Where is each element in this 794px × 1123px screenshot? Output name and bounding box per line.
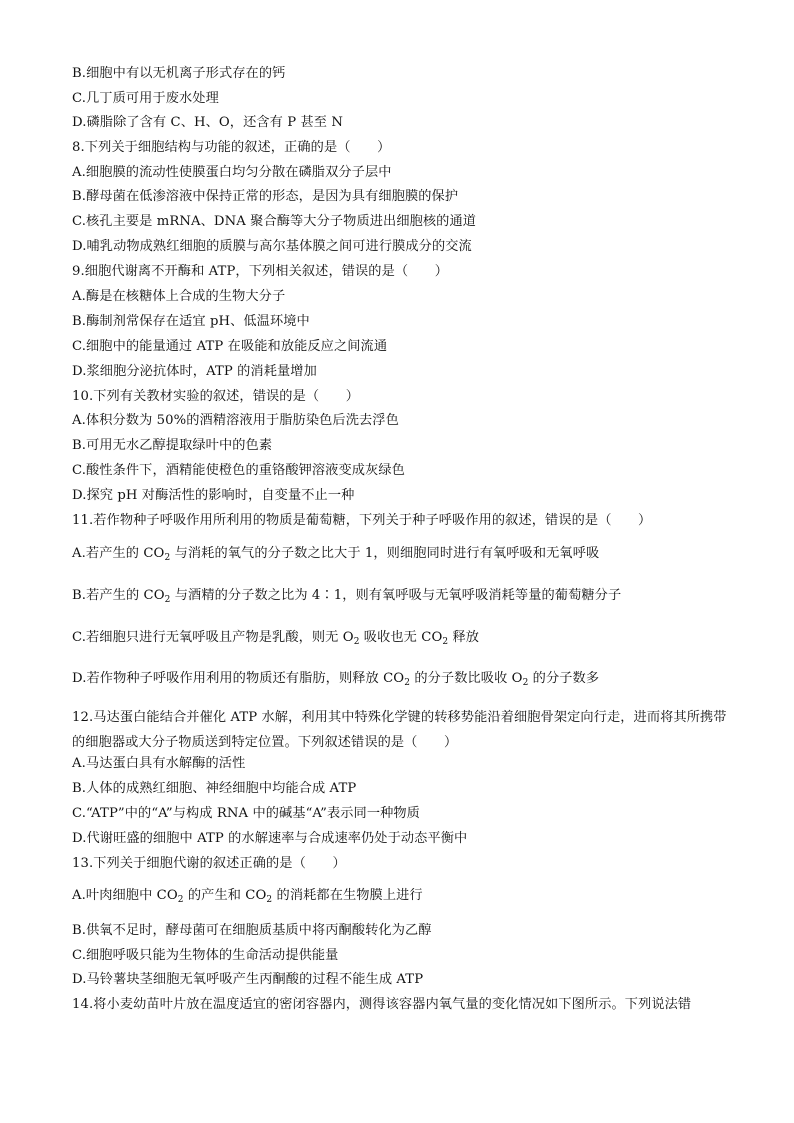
question-13: 13.下列关于细胞代谢的叙述正确的是（ ） [72,856,346,871]
text-line: C.若细胞只进行无氧呼吸且产物是乳酸，则无 $O_2$ 吸收也无 $CO_2$ 释放 [72,630,480,647]
text-line: B.人体的成熟红细胞、神经细胞中均能合成 ATP [72,781,357,796]
text-line: D.代谢旺盛的细胞中 ATP 的水解速率与合成速率仍处于动态平衡中 [72,831,468,846]
question-9: 9.细胞代谢离不开酶和 ATP，下列相关叙述，错误的是（ ） [72,264,449,279]
text-line: C.核孔主要是 mRNA、DNA 聚合酶等大分子物质进出细胞核的通道 [72,214,477,229]
text-line: D.马铃薯块茎细胞无氧呼吸产生丙酮酸的过程不能生成 ATP [72,972,424,987]
text-line: C.细胞呼吸只能为生物体的生命活动提供能量 [72,948,339,963]
text-line: D.若作物种子呼吸作用利用的物质还有脂肪，则释放 $CO_2$ 的分子数比吸收 $O_2$ 的分子数多 [72,671,600,688]
text-line: C.细胞中的能量通过 ATP 在吸能和放能反应之间流通 [72,339,388,354]
question-11: 11.若作物种子呼吸作用所利用的物质是葡萄糖，下列关于种子呼吸作用的叙述，错误的是（ ） [72,513,652,528]
text-line: C.几丁质可用于废水处理 [72,91,219,106]
text-line: B.酶制剂常保存在适宜 pH、低温环境中 [72,314,310,329]
text-line: A.若产生的 $CO_2$ 与消耗的氧气的分子数之比大于 1，则细胞同时进行有氧呼吸和无氧呼吸 [72,546,600,563]
text-line: B.细胞中有以无机离子形式存在的钙 [72,66,286,81]
text-line: C.酸性条件下，酒精能使橙色的重铬酸钾溶液变成灰绿色 [72,463,405,478]
text-line: D.磷脂除了含有 C、H、O，还含有 P 甚至 N [72,115,344,130]
text-line: A.叶肉细胞中 $CO_2$ 的产生和 $CO_2$ 的消耗都在生物膜上进行 [72,888,423,905]
text-line: A.体积分数为 50%的酒精溶液用于脂肪染色后洗去浮色 [72,413,399,428]
text-line: A.酶是在核糖体上合成的生物大分子 [72,289,286,304]
question-14: 14.将小麦幼苗叶片放在温度适宜的密闭容器内，测得该容器内氧气量的变化情况如下图所示。下列说法错 [72,997,692,1012]
text-line: B.供氧不足时，酵母菌可在细胞质基质中将丙酮酸转化为乙醇 [72,923,432,938]
text-line: C.“ATP”中的“A”与构成 RNA 中的碱基“A”表示同一种物质 [72,806,420,821]
text-line: D.探究 pH 对酶活性的影响时，自变量不止一种 [72,488,355,503]
question-12: 12.马达蛋白能结合并催化 ATP 水解，利用其中特殊化学键的转移势能沿着细胞骨架定向行走，进而将其所携带的细胞器或大分子物质送到特定位置。下列叙述错误的是（ ） [72,710,727,750]
question-8: 8.下列关于细胞结构与功能的叙述，正确的是（ ） [72,140,391,155]
question-10: 10.下列有关教材实验的叙述，错误的是（ ） [72,389,360,404]
text-line: D.哺乳动物成熟红细胞的质膜与高尔基体膜之间可进行膜成分的交流 [72,239,472,254]
text-line: A.马达蛋白具有水解酶的活性 [72,756,246,771]
text-line: B.可用无水乙醇提取绿叶中的色素 [72,438,273,453]
text-line: D.浆细胞分泌抗体时，ATP 的消耗量增加 [72,364,317,379]
text-line: B.酵母菌在低渗溶液中保持正常的形态，是因为具有细胞膜的保护 [72,189,459,204]
text-line: B.若产生的 $CO_2$ 与酒精的分子数之比为 4∶1，则有氧呼吸与无氧呼吸消耗等量的葡萄糖分子 [72,588,622,605]
text-line: A.细胞膜的流动性使膜蛋白均匀分散在磷脂双分子层中 [72,165,392,180]
